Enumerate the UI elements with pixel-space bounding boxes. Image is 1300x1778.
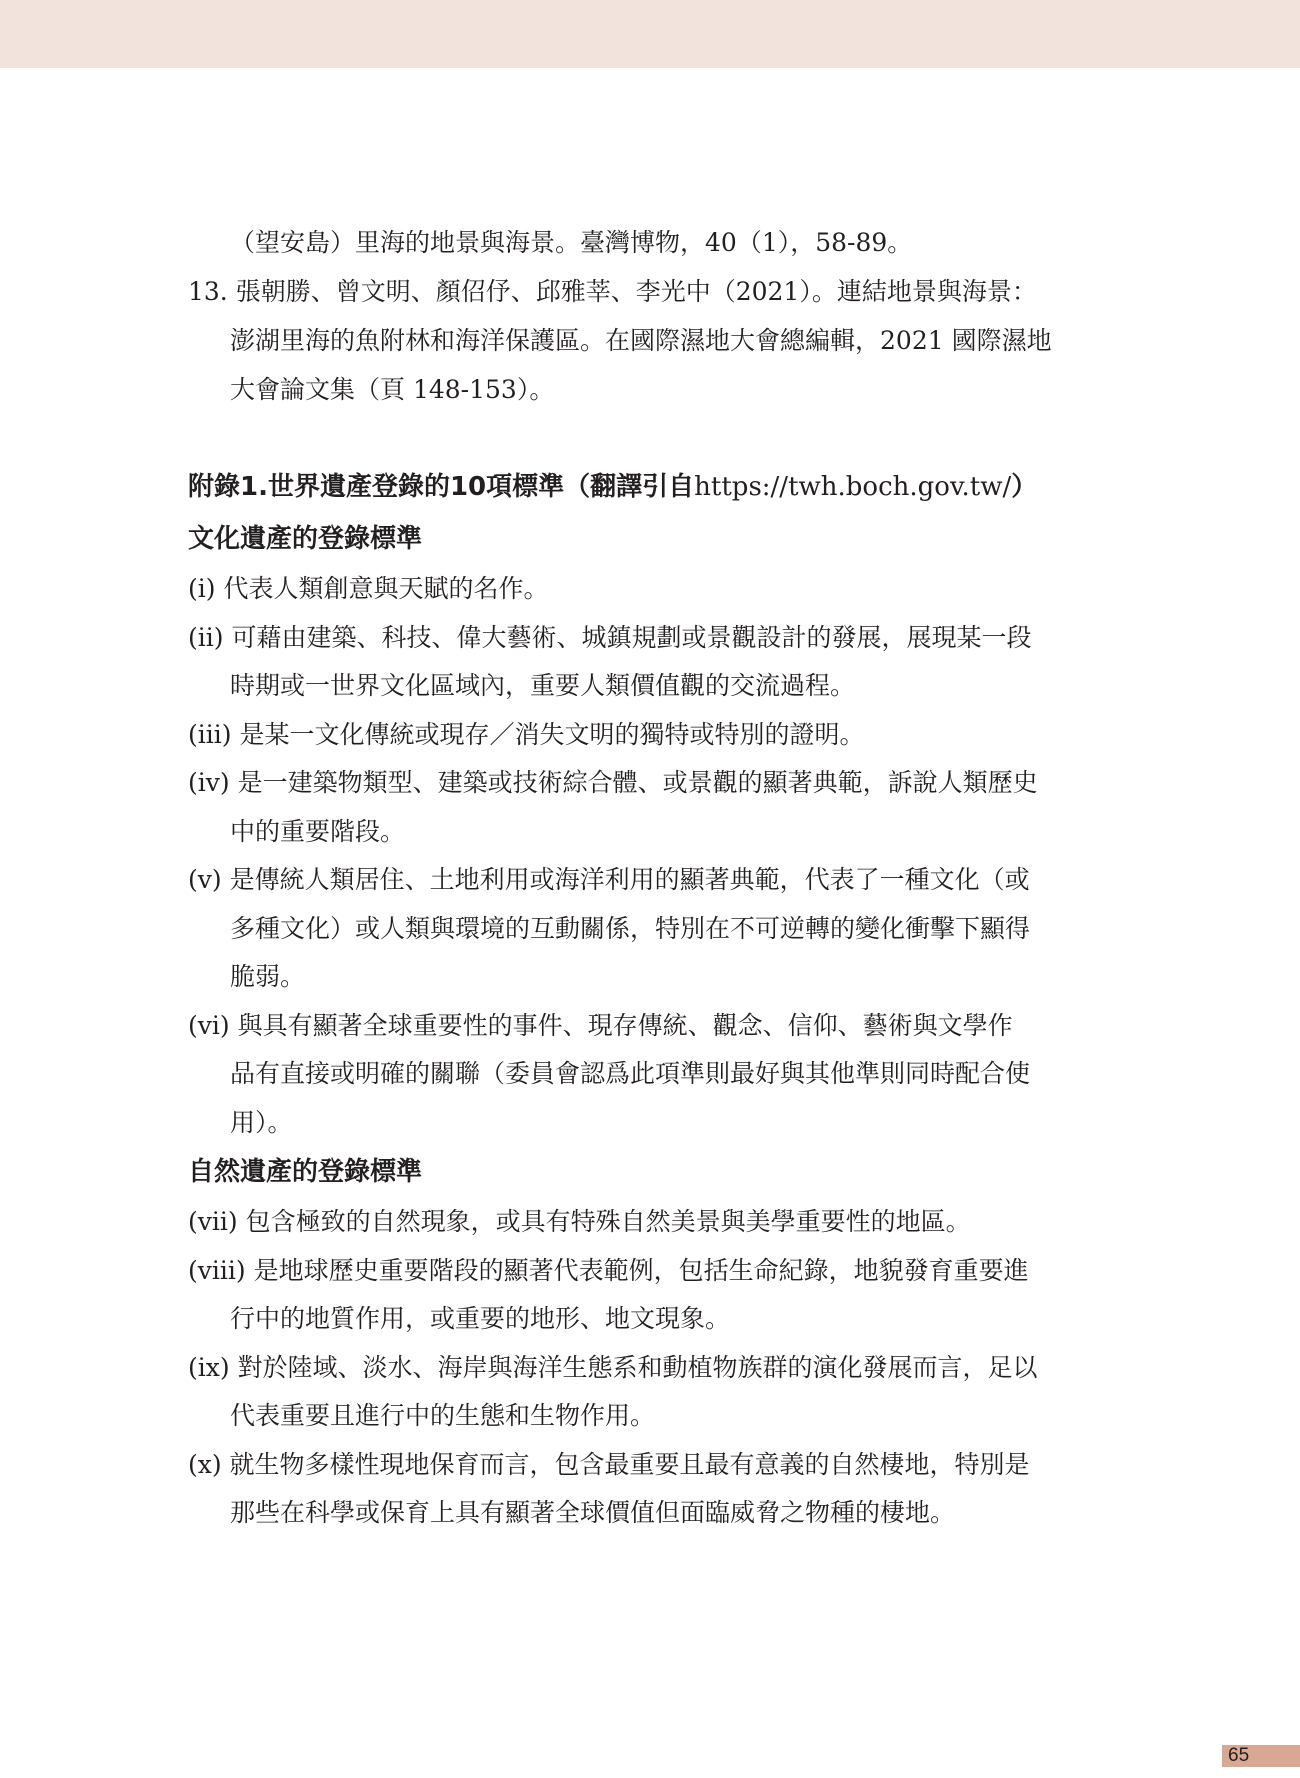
criterion-line: 那些在科學或保育上具有顯著全球價值但面臨威脅之物種的棲地。 [230,1498,956,1527]
criterion-line: (iii) 是某一文化傳統或現存／消失文明的獨特或特別的證明。 [188,719,865,749]
criterion-line: (viii) 是地球歷史重要階段的顯著代表範例，包括生命紀錄，地貌發育重要進 [188,1255,1029,1285]
criterion-line: (iv) 是一建築物類型、建築或技術綜合體、或景觀的顯著典範，訴說人類歷史 [188,768,1038,797]
criterion-line: (ii) 可藉由建築、科技、偉大藝術、城鎮規劃或景觀設計的發展，展現某一段 [188,622,1032,652]
criterion-i [188,565,1112,614]
reference-line: （望安島）里海的地景與海景。臺灣博物，40（1），58-89。 [230,228,913,257]
reference-line: 澎湖里海的魚附林和海洋保護區。在國際濕地大會總編輯，2021 國際濕地 [230,326,1052,355]
cultural-criteria-list [188,565,1112,1147]
reference-entry [188,267,1112,414]
references-continued [188,218,1112,414]
appendix-section [188,460,1112,1538]
criterion-line: 用）。 [230,1107,293,1137]
criterion-vi [188,1002,1112,1148]
criterion-line: 多種文化）或人類與環境的互動關係，特別在不可逆轉的變化衝擊下顯得 [230,913,1031,943]
criterion-x [188,1441,1112,1538]
reference-line: 大會論文集（頁 148-153）。 [230,375,555,404]
natural-heritage-heading: 自然遺產的登錄標準 [188,1157,423,1187]
cultural-heritage-heading: 文化遺產的登錄標準 [188,524,423,554]
natural-criteria-list [188,1198,1112,1538]
reference-line: 13. 張朝勝、曾文明、顏佋伃、邱雅莘、李光中（2021）。連結地景與海景： [188,277,1037,306]
appendix-title [188,460,1112,514]
criterion-line: (vii) 包含極致的自然現象，或具有特殊自然美景與美學重要性的地區。 [188,1207,971,1236]
criterion-iv [188,759,1112,856]
criterion-iii [188,711,1112,760]
page-content [188,218,1112,1538]
page-number: 65 [1222,1745,1300,1767]
top-decorative-band [0,0,1300,68]
criterion-line: 品有直接或明確的關聯（委員會認爲此項準則最好與其他準則同時配合使 [230,1059,1031,1088]
criterion-line: (x) 就生物多樣性現地保育而言，包含最重要且最有意義的自然棲地，特別是 [188,1449,1030,1479]
appendix-source-link[interactable]: https://twh.boch.gov.tw/ [694,472,1012,502]
criterion-line: (vi) 與具有顯著全球重要性的事件、現存傳統、觀念、信仰、藝術與文學作 [188,1010,1013,1040]
criterion-line: 時期或一世界文化區域內，重要人類價值觀的交流過程。 [230,671,856,700]
criterion-ii [188,614,1112,711]
criterion-vii [188,1198,1112,1247]
appendix-title-prefix: 附錄1.世界遺產登錄的10項標準（翻譯引自 [188,472,695,502]
criterion-line: (i) 代表人類創意與天賦的名作。 [188,574,549,603]
criterion-line: 中的重要階段。 [230,816,406,846]
criterion-line: 行中的地質作用，或重要的地形、地文現象。 [230,1304,731,1333]
criterion-line: (v) 是傳統人類居住、土地利用或海洋利用的顯著典範，代表了一種文化（或 [188,865,1030,894]
criterion-line: 脆弱。 [230,962,306,991]
criterion-line: 代表重要且進行中的生態和生物作用。 [230,1401,656,1430]
criterion-v [188,856,1112,1002]
appendix-title-suffix: ） [1011,472,1038,502]
criterion-line: (ix) 對於陸域、淡水、海岸與海洋生態系和動植物族群的演化發展而言，足以 [188,1352,1038,1382]
criterion-viii [188,1247,1112,1344]
criterion-ix [188,1344,1112,1441]
reference-entry [188,218,1112,267]
